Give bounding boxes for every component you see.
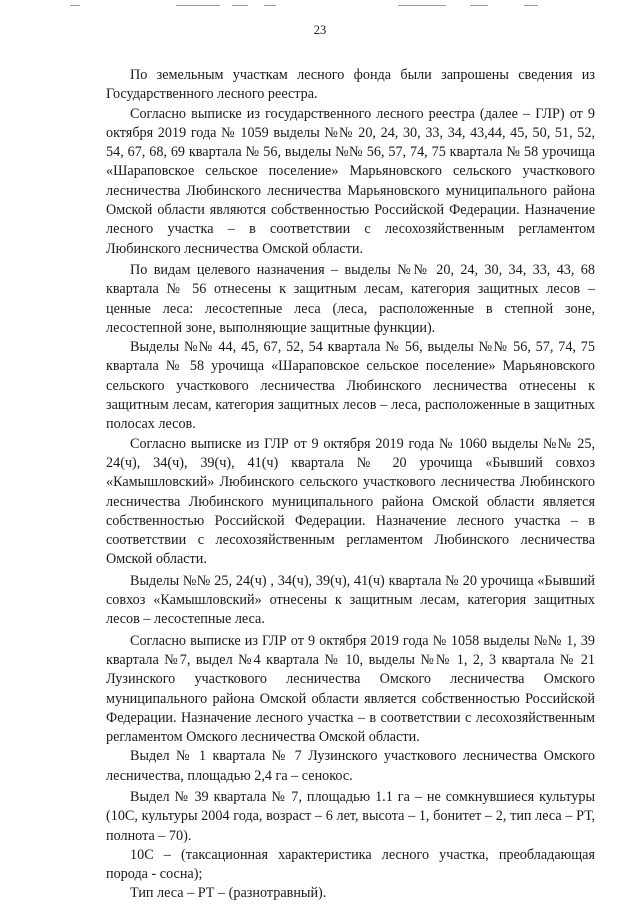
paragraph: Выдел № 1 квартала № 7 Лузинского участкового лесничества Омского лесничества, площадью 2,4 га – сенокос. [106,748,595,784]
paragraph: По земельным участкам лесного фонда были запрошены сведения из Государственного лесного реестра. [106,67,595,103]
paragraph: Выделы №№ 44, 45, 67, 52, 54 квартала № 56, выделы №№ 56, 57, 74, 75 квартала № 58 урочища «Шараповское сельское поселение» Марьяновского сельского участкового лесничества Любинского лесничества отнесены к защитным лесам, категория защитных лесов – леса, расположенные в защитных полосах лесов. [106,339,595,433]
paragraph: По видам целевого назначения – выделы №№ 20, 24, 30, 34, 33, 43, 68 квартала № 56 отнесены к защитным лесам, категория защитных лесов – ценные леса: лесостепные леса (леса, расположенные в степной зоне, лесостепной зоне, выполняющие защитные функции). [106,261,595,336]
paragraph: Выделы №№ 25, 24(ч) , 34(ч), 39(ч), 41(ч) квартала № 20 урочища «Бывший совхоз «Камышловский» отнесены к защитным лесам, категория защитных лесов – лесостепные леса. [106,572,595,628]
paragraph: Согласно выписке из ГЛР от 9 октября 2019 года № 1060 выделы №№ 25, 24(ч), 34(ч), 39(ч), 41(ч) квартала № 20 урочища «Бывший совхоз «Камышловский» Любинского сельского участкового лесничества Любинского лесничества Любинского муниципального района Омской области является собственностью Российской Федерации. Назначение лесного участка – в соответствии с лесохозяйственным регламентом Любинского лесничества Омской области. [106,435,595,568]
paragraph: Выдел № 39 квартала № 7, площадью 1.1 га – не сомкнувшиеся культуры (10С, культуры 2004 года, возраст – 6 лет, высота – 1, бонитет – 2, тип леса – РТ, полнота – 70). [106,788,595,844]
scan-mark [70,5,80,6]
page-number: 23 [313,23,327,37]
paragraph: Тип леса – РТ – (разнотравный). [130,885,327,902]
scan-mark [176,5,220,6]
document-body [106,66,595,904]
scan-mark [264,5,276,6]
scan-header-marks [0,3,640,9]
paragraph: 10С – (таксационная характеристика лесного участка, преобладающая порода - сосна); [106,846,595,883]
paragraph: Согласно выписке из ГЛР от 9 октября 2019 года № 1058 выделы №№ 1, 39 квартала №7, выдел №4 квартала № 10, выделы №№ 1, 2, 3 квартала № 21 Лузинского участкового лесничества Омского лесничества Омского муниципального района Омской области является собственностью Российской Федерации. Назначение лесного участка – в соответствии с лесохозяйственным регламентом Омского лесничества Омской области. [106,632,595,746]
paragraph: Согласно выписке из государственного лесного реестра (далее – ГЛР) от 9 октября 2019 года № 1059 выделы №№ 20, 24, 30, 33, 34, 43,44, 45, 50, 51, 52, 54, 67, 68, 69 квартала № 56, выделы №№ 56, 57, 74, 75 квартала № 58 урочища «Шараповское сельское поселение» Марьяновского сельского участкового лесничества Любинского лесничества Марьяновского муниципального района Омской области являются собственностью Российской Федерации. Назначение лесного участка – в соответствии с лесохозяйственным регламентом Любинского лесничества Омской области. [106,105,595,257]
scan-mark [398,5,446,6]
scan-mark [470,5,488,6]
scan-mark [232,5,248,6]
scan-mark [524,5,538,6]
